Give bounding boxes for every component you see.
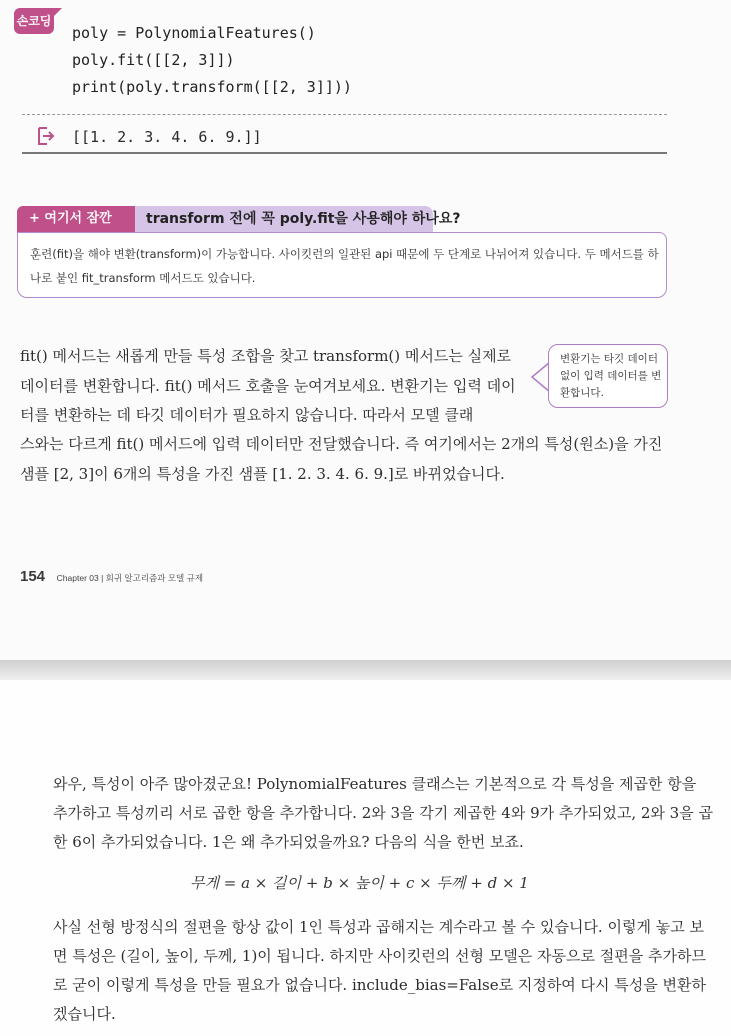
page2-paragraph-a: 와우, 특성이 아주 많아졌군요! PolynomialFeatures 클래스는 기본적으로 각 특성을 제곱한 항을 추가하고 특성끼리 서로 곱한 항을 추가합니다. 2와 3을 각기 제곱한 4와 9가 추가되었고, 2와 3을 곱한 6이 추가되었습니다. 1은 왜 추가되었을까요? 다음의 식을 한번 보죠. <box>53 775 713 851</box>
hands-on-coding-badge: 손코딩 <box>14 8 54 34</box>
code-block-bottom-rule <box>22 152 667 154</box>
chapter-title: Chapter 03 | 회귀 알고리즘과 모델 규제 <box>56 573 204 583</box>
code-line: print(poly.transform([[2, 3]])) <box>72 78 352 96</box>
code-block <box>72 20 352 101</box>
tip-tag: + 여기서 잠깐 <box>17 206 135 232</box>
tip-body: 훈련(fit)을 해야 변환(transform)이 가능합니다. 사이킷런의 일관된 api 때문에 두 단계로 나뉘어져 있습니다. 두 메서드를 하나로 붙인 fit_transform 메서드도 있습니다. <box>30 247 659 285</box>
code-output: [[1. 2. 3. 4. 6. 9.]] <box>72 128 262 146</box>
page-gap <box>0 660 731 680</box>
output-separator <box>22 114 667 115</box>
output-arrow-icon <box>36 126 56 146</box>
body-paragraph-part1: fit() 메서드는 새롭게 만들 특성 조합을 찾고 transform() 메서드는 실제로 데이터를 변환합니다. fit() 메서드 호출을 눈여겨보세요. 변환기는 입력 데이터를 변환하는 데 타깃 데이터가 필요하지 않습니다. 따라서 모델 클래 <box>20 347 516 424</box>
code-line: poly = PolynomialFeatures() <box>72 24 316 42</box>
code-line: poly.fit([[2, 3]]) <box>72 51 235 69</box>
tip-title: transform 전에 꼭 poly.fit을 사용해야 하나요? <box>146 211 461 227</box>
side-note-text: 변환기는 타깃 데이터 없이 입력 데이터를 변환합니다. <box>560 353 662 399</box>
body-paragraph-part2: 스와는 다르게 fit() 메서드에 입력 데이터만 전달했습니다. 즉 여기에서는 2개의 특성(원소)을 가진 샘플 [2, 3]이 6개의 특성을 가진 샘플 [1. 2. 3. 4. 6. 9.]로 바뀌었습니다. <box>20 435 663 483</box>
page-footer <box>20 568 203 585</box>
page2-paragraph-b: 사실 선형 방정식의 절편을 항상 값이 1인 특성과 곱해지는 계수라고 볼 수 있습니다. 이렇게 놓고 보면 특성은 (길이, 높이, 두께, 1)이 됩니다. 하지만 사이킷런의 선형 모델은 자동으로 절편을 추가하므로 굳이 이렇게 특성을 만들 필요가 없습니다. include_bias=False로 지정하여 다시 특성을 변환하겠습니다. <box>53 918 707 1023</box>
equation: 무게 = a × 길이 + b × 높이 + c × 두께 + d × 1 <box>190 874 529 892</box>
page-number: 154 <box>20 568 46 585</box>
